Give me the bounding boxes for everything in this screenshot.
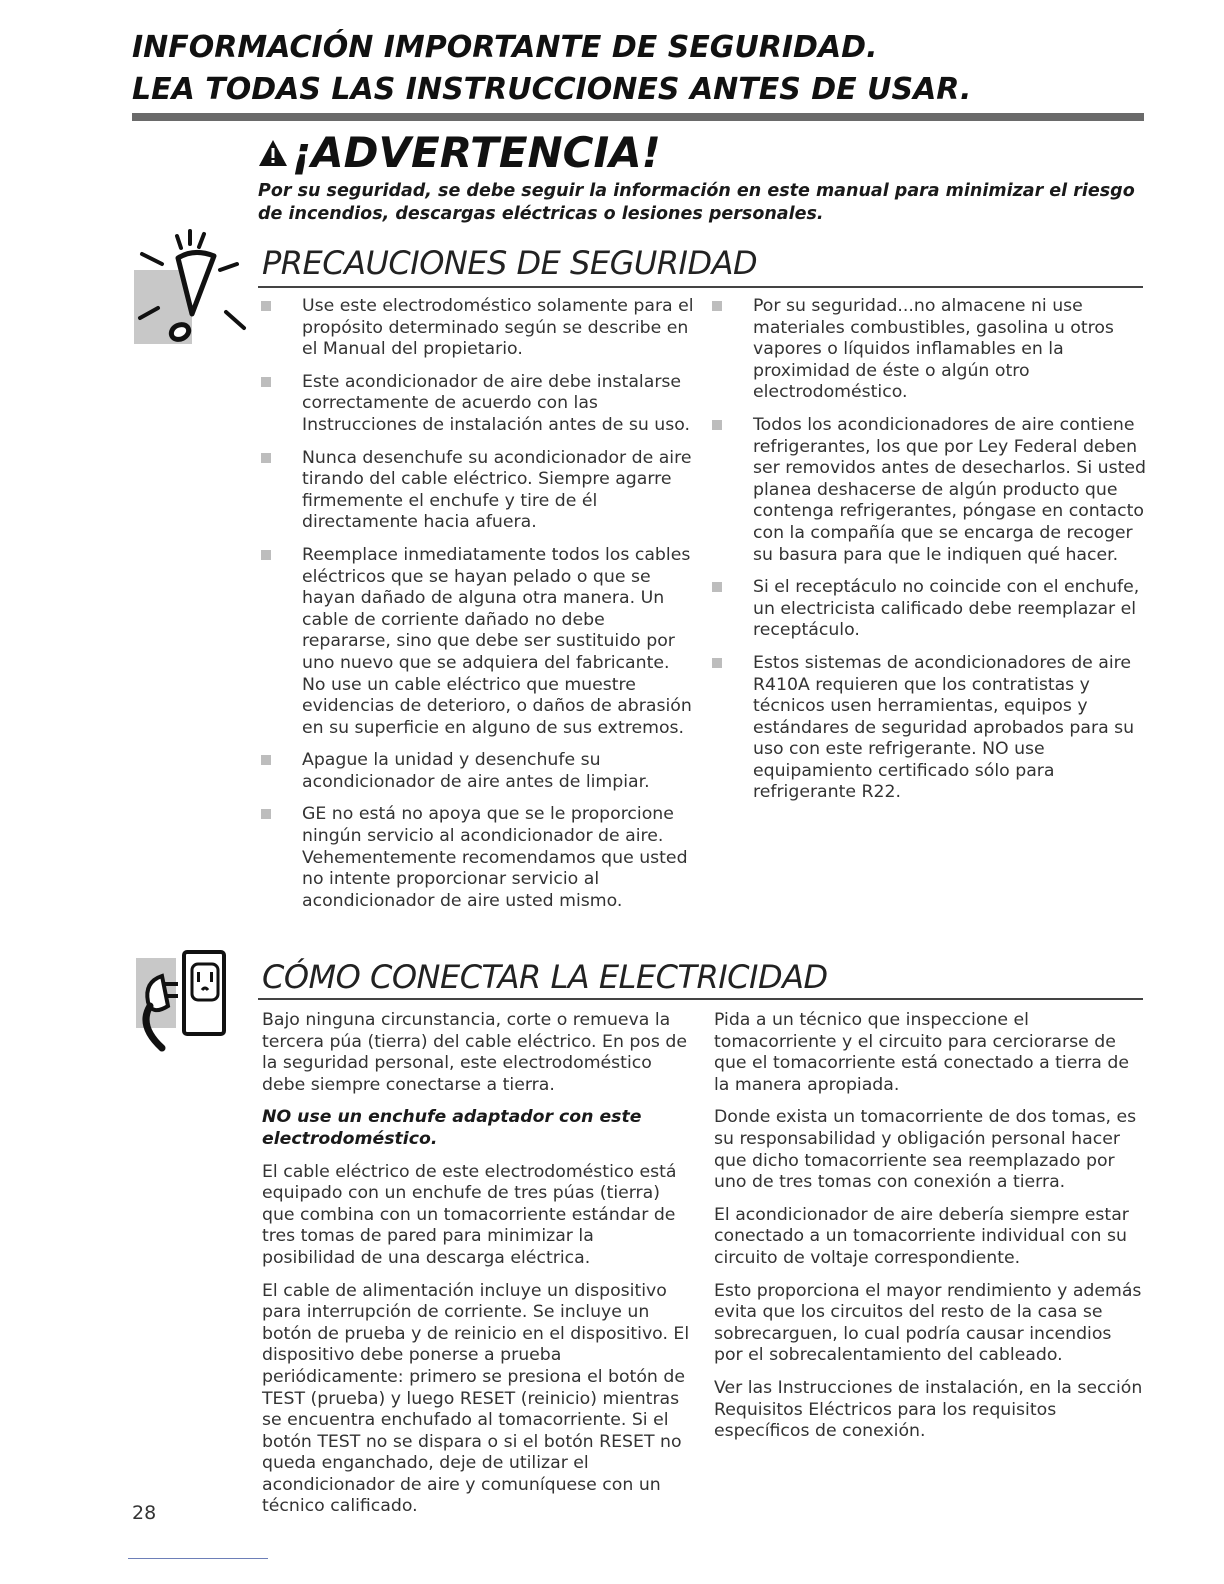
paragraph: Pida a un técnico que inspeccione el tomacorriente y el circuito para cerciorarse de que el tomacorriente está conectado a tierra de la manera apropiada. <box>714 1010 1129 1095</box>
exclamation-icon <box>132 228 250 346</box>
square-bullet-icon <box>712 301 722 311</box>
electricity-section-rule <box>258 998 1143 1000</box>
safety-section-title: PRECAUCIONES DE SEGURIDAD <box>262 244 758 282</box>
square-bullet-icon <box>712 420 722 430</box>
list-item: Si el receptáculo no coincide con el enchufe, un electricista calificado debe reemplazar el receptáculo. <box>709 577 1149 642</box>
square-bullet-icon <box>261 301 271 311</box>
header-line-2: LEA TODAS LAS INSTRUCCIONES ANTES DE USAR. <box>132 72 972 107</box>
square-bullet-icon <box>712 582 722 592</box>
list-item: Estos sistemas de acondicionadores de aire R410A requieren que los contratistas y técnicos usen herramientas, equipos y estándares de seguridad aprobados para su uso con este refrigerante. NO use equipamiento certificado sólo para refrigerante R22. <box>709 653 1149 804</box>
square-bullet-icon <box>261 453 271 463</box>
safety-list-right <box>709 296 1149 815</box>
warning-heading <box>258 128 661 177</box>
list-item: Todos los acondicionadores de aire contiene refrigerantes, los que por Ley Federal deben ser removidos antes de desecharlos. Si usted planea deshacerse de algún producto que contenga refrigerantes, póngase en contacto con la compañía que se encarga de recoger su basura para que le indiquen qué hacer. <box>709 415 1149 566</box>
square-bullet-icon <box>261 550 271 560</box>
square-bullet-icon <box>712 658 722 668</box>
warning-title: ¡ADVERTENCIA! <box>292 128 661 177</box>
safety-list-left <box>258 296 698 923</box>
list-item: Este acondicionador de aire debe instalarse correctamente de acuerdo con las Instrucciones de instalación antes de su uso. <box>258 372 698 437</box>
header-line-1: INFORMACIÓN IMPORTANTE DE SEGURIDAD. <box>132 30 878 65</box>
paragraph: Bajo ninguna circunstancia, corte o remueva la tercera púa (tierra) del cable eléctrico. En pos de la seguridad personal, este electrodoméstico debe siempre conectarse a tierra. <box>262 1010 688 1095</box>
paragraph: El cable eléctrico de este electrodoméstico está equipado con un enchufe de tres púas (tierra) que combina con un tomacorriente estándar de tres tomas de pared para minimizar la posibilidad de una descarga eléctrica. <box>262 1161 677 1268</box>
list-item: Reemplace inmediatamente todos los cables eléctricos que se hayan pelado o que se hayan dañado de alguna otra manera. Un cable de corriente dañado no debe repararse, sino que debe ser sustituido por uno nuevo que se adquiera del fabricante. No use un cable eléctrico que muestre evidencias de deterioro, o daños de abrasión en su superficie en alguno de sus extremos. <box>258 545 698 739</box>
electrical-outlet-icon <box>132 944 252 1054</box>
paragraph: Ver las Instrucciones de instalación, en la sección Requisitos Eléctricos para los requisitos específicos de conexión. <box>714 1377 1143 1442</box>
list-item: Apague la unidad y desenchufe su acondicionador de aire antes de limpiar. <box>258 750 698 793</box>
footer-line <box>128 1558 268 1559</box>
paragraph: Donde exista un tomacorriente de dos tomas, es su responsabilidad y obligación personal hacer que dicho tomacorriente sea reemplazado por uno de tres tomas con conexión a tierra. <box>714 1107 1137 1193</box>
list-item: GE no está no apoya que se le proporcione ningún servicio al acondicionador de aire. Vehementemente recomendamos que usted no intente proporcionar servicio al acondicionador de aire usted mismo. <box>258 804 698 912</box>
emphasis-paragraph: NO use un enchufe adaptador con este electrodoméstico. <box>262 1107 642 1149</box>
square-bullet-icon <box>261 377 271 387</box>
paragraph: Esto proporciona el mayor rendimiento y además evita que los circuitos del resto de la casa se sobrecarguen, lo cual podría causar incendios por el sobrecalentamiento del cableado. <box>714 1280 1142 1366</box>
list-item: Nunca desenchufe su acondicionador de aire tirando del cable eléctrico. Siempre agarre firmemente el enchufe y tire de él directamente hacia afuera. <box>258 448 698 534</box>
list-item: Use este electrodoméstico solamente para el propósito determinado según se describe en el Manual del propietario. <box>258 296 698 361</box>
electricity-section-title: CÓMO CONECTAR LA ELECTRICIDAD <box>262 958 828 996</box>
square-bullet-icon <box>261 755 271 765</box>
warning-text: Por su seguridad, se debe seguir la información en este manual para minimizar el riesgo de incendios, descargas eléctricas o lesiones personales. <box>258 181 1135 224</box>
warning-triangle-icon <box>258 138 288 168</box>
electricity-column-right <box>714 1010 1144 1454</box>
paragraph: El acondicionador de aire debería siempre estar conectado a un tomacorriente individual con su circuito de voltaje correspondiente. <box>714 1204 1129 1268</box>
safety-section-rule <box>258 286 1143 288</box>
page-number: 28 <box>132 1502 157 1524</box>
square-bullet-icon <box>261 809 271 819</box>
electricity-column-left <box>262 1010 692 1529</box>
header-rule <box>132 113 1144 121</box>
list-item: Por su seguridad...no almacene ni use materiales combustibles, gasolina u otros vapores o líquidos inflamables en la proximidad de éste o algún otro electrodoméstico. <box>709 296 1149 404</box>
paragraph: El cable de alimentación incluye un dispositivo para interrupción de corriente. Se incluye un botón de prueba y de reinicio en el dispositivo. El dispositivo debe ponerse a prueba periódicamente: primero se presiona el botón de TEST (prueba) y luego RESET (reinicio) mientras se encuentra enchufado al tomacorriente. Si el botón TEST no se dispara o si el botón RESET no queda enganchado, deje de utilizar el acondicionador de aire y comuníquese con un técnico calificado. <box>262 1280 690 1517</box>
